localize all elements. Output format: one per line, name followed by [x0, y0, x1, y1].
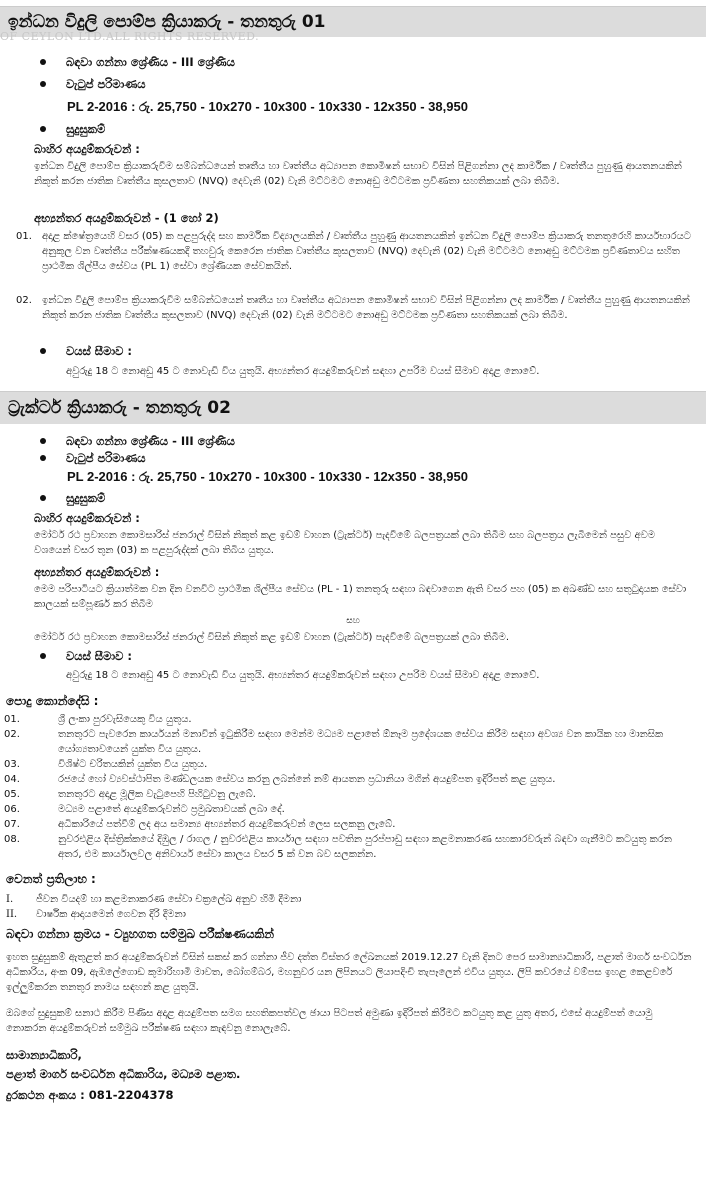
- list-item: 03. විශිෂ්ට චරිතයකින් යුක්ත විය යුතුය.: [4, 759, 208, 770]
- list-item: 02. තනතුරට පැවරෙන කාර්යයන් මනාවින් ඉටුකිරීම සඳහා මෙන්ම මධ්‍යම පළාතේ ඕනෑම ප්‍රදේශයක සේවය කිරීම සඳහා අවශ්‍ය වන කායික හා මානසික යෝග්‍යතාවයෙන් යුක්ත විය යුතුය.: [4, 729, 664, 755]
- phone-number: දුරකථන අංකය : 081-2204378: [6, 1088, 174, 1102]
- post2-title: ට්‍රැක්ටර් ක්‍රියාකරු - තනතුරු 02: [0, 391, 706, 424]
- post1-external-heading: බාහිර අයදුම්කරුවන් :: [34, 142, 140, 156]
- bullet-icon: [40, 438, 46, 444]
- list-item: 04. රජයේ හෝ ව්‍යවස්ථාපිත මණ්ඩලයක සේවය කරනු ලබන්නේ නම් ආයතන ප්‍රධානියා මගින් අයදුම්පත ඉදිරිපත් කළ යුතුය.: [4, 774, 556, 785]
- general-list: [0, 712, 706, 862]
- bullet-icon: [40, 495, 46, 501]
- list-item: II. වාර්ෂික ආදායමෙන් ගෙවන දිරි දීමනා: [6, 909, 186, 920]
- list-item: 01. අදාළ ක්ෂේත්‍රයෙහි වසර (05) ක පළපුරුද්ද සහ කාර්මික විද්‍යාලයකින් / වෘත්තීය පුහුණු ආයතනයකින් ඉන්ධන විදුලි පොම්ප ක්‍රියාකරු තනතුරෙහි කාර්යභාරයට අනුකූල වන වෘත්තීය පරීක්ෂණයකදී තහවුරු කෙරෙන ජාතික වෘත්තීය කුසලතාව (NVQ) දෙවැනි (02) වැනි මට්ටමට නොඅඩු මට්ටමක ප්‍රවීණතාවය සහිත ප්‍රාථමික ශිල්පීය සේවය (PL 1) සේවා ශ්‍රේණියක සේවකයින්.: [16, 231, 691, 272]
- list-item: 05. තනතුරට අදාළ මූලික වැටුපෙහි පිහිටුවනු ලැබේ.: [4, 789, 256, 800]
- post2-external-heading: බාහිර අයදුම්කරුවන් :: [34, 511, 140, 525]
- post1-salary: PL 2-2016 : රු. 25,750 - 10x270 - 10x300 - 10x330 - 12x350 - 38,950: [67, 99, 468, 114]
- post1-age-label: වයස් සීමාව :: [0, 341, 706, 361]
- method-paragraph-1: ඉහත සුදුසුකම් ඇතුළත් කර අයදුම්කරුවන් විසින් සකස් කර ගන්නා ජීව දත්ත විස්තර ලේඛනයක් 2019.12.27 වැනි දිනට පෙර සාමාන්‍යාධිකාරි, පළාත් මාර්ග සංවර්ධන අධිකාරිය, අංක 09, ඇඹලේගොඩ කුමාරිහාමි මාවත, බෝගම්බර, මහනුවර යන ලිපිනයට ලියාපදිංචි තැපෑලෙන් එවිය යුතුය. ලිපි කවරයේ වම්පස ඉහළ කෙළවරේ ඉල්ලුම්කරන තනතුර නාමය සඳහන් කළ යුතුයි.: [6, 952, 692, 993]
- benefits-list: [0, 892, 706, 922]
- list-item: 08. නුවරඑළිය දිස්ත්‍රික්කයේ දිඹුල / රාගල / නුවරඑළිය කාර්යාල සඳහා පවතින පුරප්පාඩු සඳහා කළමනාකරණ සහකාරවරුන් බඳවා ගැනීමට කටයුතු කරන අතර, එම කාර්යාලවල අනිවාර්ය සේවා කාලය වසර 5 ක් වන බව සලකන්න.: [4, 834, 672, 860]
- list-item: 01. ශ්‍රී ලංකා පුරවැසියෙකු විය යුතුය.: [4, 714, 192, 725]
- bullet-icon: [40, 59, 46, 65]
- post2-internal-text1: මෙම පරිපාටියට ක්‍රියාත්මක වන දින වනවිට ප්‍රාථමික ශිල්පීය සේවය (PL - 1) තනතුරු සඳහා බඳවාගෙන ඇති වසර පහ (05) ක අඛණ්ඩ සහ සතුටුදායක සේවා කාලයක් සම්පූර්ණ කර තිබීම: [34, 584, 687, 610]
- method-heading: බඳවා ගන්නා ක්‍රමය - ව්‍යුහගත සම්මුඛ පරීක්ෂණයකින්: [6, 927, 274, 941]
- post1-age-text: අවුරුදු 18 ට නොඅඩු 45 ට නොවැඩි විය යුතුයි. අභ්‍යන්තර අයදුම්කරුවන් සඳහා උපරිම වයස් සීමාව අදාළ නොවේ.: [66, 366, 540, 377]
- post2-external-text: මෝටර් රථ ප්‍රවාහන කොමසාරිස් ජනරාල් විසින් නිකුත් කළ ඉඩම් වාහන (ට්‍රැක්ටර්) පැදවීමේ බලපත්‍රයක් ලබා තිබීම සහ බලපත්‍රය ලැබීමෙන් පසුව අවම වශයෙන් වසර තුන (03) ක පළපුරුද්දක් ලබා තිබිය යුතුය.: [34, 530, 656, 556]
- post2-salary-label: වැටුප් පරිමාණය: [0, 450, 706, 466]
- post2-internal-heading: අභ්‍යන්තර අයදුම්කරුවන් :: [34, 565, 160, 579]
- bullet-icon: [40, 126, 46, 132]
- and-label: සහ: [346, 616, 360, 626]
- post1-grade: බඳවා ගන්නා ශ්‍රේණිය - III ශ්‍රේණිය: [0, 51, 706, 73]
- benefits-heading: වෙනත් ප්‍රතිලාභ :: [6, 872, 96, 886]
- watermark: OF CEYLON LTD.ALL RIGHTS RESERVED.: [0, 30, 260, 43]
- post2-grade: බඳවා ගන්නා ශ්‍රේණිය - III ශ්‍රේණිය: [0, 432, 706, 450]
- post1-qual-label: සුදුසුකම්: [0, 119, 706, 139]
- bullet-icon: [40, 455, 46, 461]
- post2-internal-text2: මෝටර් රථ ප්‍රවාහන කොමසාරිස් ජනරාල් විසින් නිකුත් කළ ඉඩම් වාහන (ට්‍රැක්ටර්) පැදවීමේ බලපත්‍රයක් ලබා තිබීම.: [34, 632, 509, 643]
- post2-qual-label: සුදුසුකම්: [0, 488, 706, 508]
- post1-salary-label: වැටුප් පරිමාණය: [0, 73, 706, 95]
- post1-external-text: ඉන්ධන විදුලි පොම්ප ක්‍රියාකරුවීම සම්බන්ධයෙන් තෘතීය හා වෘත්තීය අධ්‍යාපන කොමිෂන් සභාව විසින් පිළිගන්නා ලද කාර්මික / වෘත්තීය පුහුණු ආයතනයකින් නිකුත් කරන ජාතික වෘත්තීය කුසලතාව (NVQ) දෙවැනි (02) වැනි මට්ටමට නොඅඩු මට්ටමක ප්‍රවීණතා සහතිකයක් ලබා තිබීම.: [34, 161, 682, 187]
- list-item: 06. මධ්‍යම පළාතේ අයදුම්කරුවන්ට ප්‍රමුඛතාවයක් ලබා දේ.: [4, 804, 285, 815]
- method-paragraph-2: ඔබගේ සුදුසුකම් සනාථ කිරීම පිණිස අදාළ අයදුම්පත සමග සහතිකපත්වල ඡායා පිටපත් අමුණා ඉදිරිපත් කිරීමට කටයුතු කළ යුතු අතර, එසේ අයදුම්පත් යොමු නොකරන අයදුම්කරුවන් සම්මුඛ පරීක්ෂණ සඳහා කැඳවනු නොලැබේ.: [6, 1008, 653, 1034]
- post1-internal-list: [0, 229, 706, 341]
- post1-internal-heading: අභ්‍යන්තර අයදුම්කරුවන් - (1 හෝ 2): [34, 211, 219, 225]
- post2-age-text: අවුරුදු 18 ට නොඅඩු 45 ට නොවැඩි විය යුතුයි. අභ්‍යන්තර අයදුම්කරුවන් සඳහා උපරිම වයස් සීමාව අදාළ නොවේ.: [66, 670, 540, 681]
- signature-title: සාමාන්‍යාධිකාරි,: [6, 1048, 82, 1062]
- general-heading: පොදු කොන්දේසි :: [6, 694, 99, 708]
- bullet-icon: [40, 348, 46, 354]
- post2-age-label: වයස් සීමාව :: [0, 646, 706, 666]
- bullet-icon: [40, 653, 46, 659]
- list-item: 07. අධිකාරියේ පත්වීම් ලද අය සමාන්‍ය අභ්‍යන්තර අයදුම්කරුවන් ලෙස සලකනු ලැබේ.: [4, 819, 396, 830]
- list-item: I. ජීවන වියදම් හා කළමනාකරණ සේවා චක්‍රලේඛ අනුව හිමි දීමනා: [6, 894, 302, 905]
- post1-title: ඉන්ධන විදුලි පොම්ප ක්‍රියාකරු - තනතුරු 01: [0, 6, 706, 37]
- signature-authority: පළාත් මාර්ග සංවර්ධන අධිකාරිය, මධ්‍යම පළාත.: [6, 1067, 241, 1081]
- post2-salary: PL 2-2016 : රු. 25,750 - 10x270 - 10x300 - 10x330 - 12x350 - 38,950: [67, 469, 468, 484]
- list-item: 02. ඉන්ධන විදුලි පොම්ප ක්‍රියාකරුවීම සම්බන්ධයෙන් තෘතීය හා වෘත්තීය අධ්‍යාපන කොමිෂන් සභාව විසින් පිළිගන්නා ලද කාර්මික / වෘත්තීය පුහුණු ආයතනයකින් නිකුත් කරන ජාතික වෘත්තීය කුසලතාව (NVQ) දෙවැනි (02) වැනි මට්ටමට නොඅඩු මට්ටමක ප්‍රවීණතා සහතිකයක් ලබා තිබීම.: [16, 295, 690, 321]
- bullet-icon: [40, 81, 46, 87]
